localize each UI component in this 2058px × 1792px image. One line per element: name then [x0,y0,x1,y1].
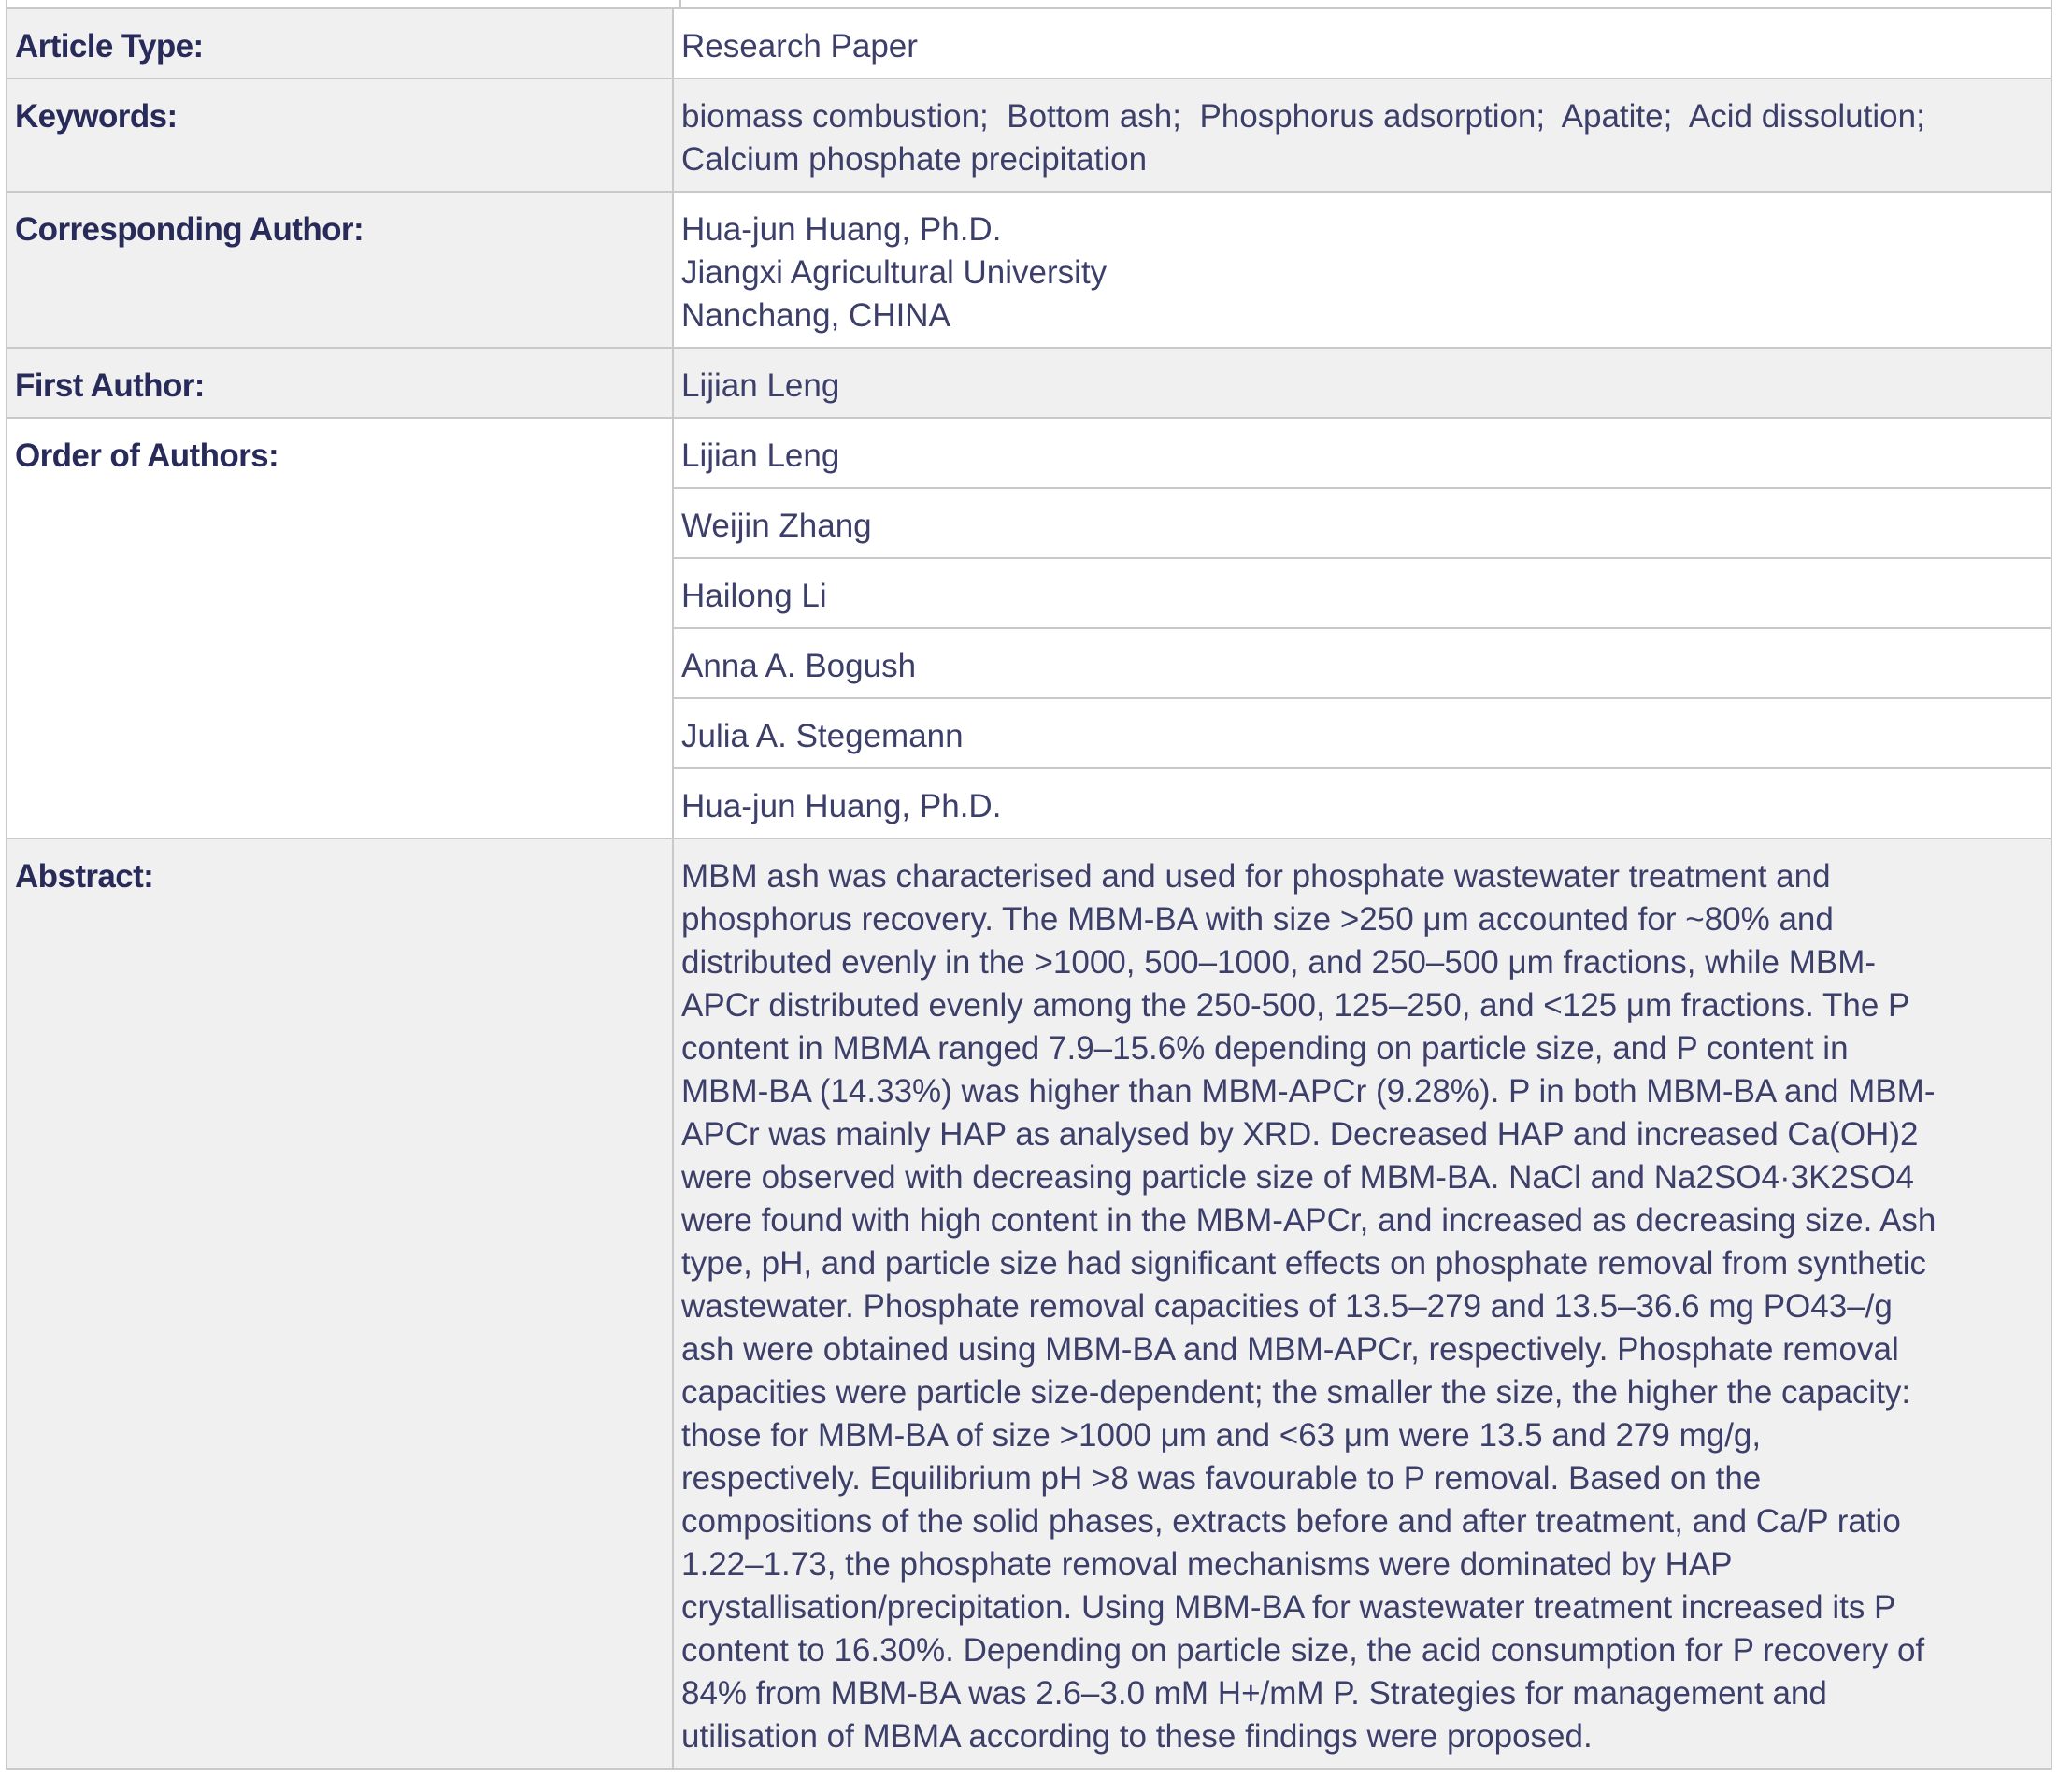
author-entry: Hailong Li [673,558,2051,628]
keyword: Calcium phosphate precipitation [681,141,1148,178]
author-entry: Lijian Leng [673,418,2051,488]
top-row-fragment [6,0,2052,7]
abstract-line: content in MBMA ranged 7.9–15.6% depending on particle size, and P content in [681,1030,1849,1067]
abstract-line: were found with high content in the MBM-APCr, and increased as decreasing size. Ash [681,1202,1937,1239]
author-entry: Anna A. Bogush [673,628,2051,698]
abstract-line: those for MBM-BA of size >1000 μm and <63 μm were 13.5 and 279 mg/g, [681,1417,1762,1454]
abstract-text [673,839,2051,1769]
first-author-value: Lijian Leng [673,348,2051,418]
abstract-line: were observed with decreasing particle size of MBM-BA. NaCl and Na2SO4·3K2SO4 [681,1159,1914,1196]
abstract-line: APCr distributed evenly among the 250-500, 125–250, and <125 μm fractions. The P [681,987,1910,1024]
keyword: Acid dissolution; [1688,98,1925,135]
abstract-line: wastewater. Phosphate removal capacities of 13.5–279 and 13.5–36.6 mg PO43–/g [681,1288,1893,1325]
corresponding-author-name: Hua-jun Huang, Ph.D. [681,211,1002,248]
corresponding-author-location: Nanchang, CHINA [681,297,950,334]
keywords-line-1 [681,95,2043,138]
row-article-type [7,8,2051,79]
row-keywords [7,79,2051,192]
article-type-label: Article Type: [7,8,673,79]
keywords-value [673,79,2051,192]
abstract-line: MBM-BA (14.33%) was higher than MBM-APCr (9.28%). P in both MBM-BA and MBM- [681,1073,1936,1110]
first-author-label: First Author: [7,348,673,418]
abstract-line: phosphorus recovery. The MBM-BA with size >250 μm accounted for ~80% and [681,901,1834,938]
article-type-value: Research Paper [673,8,2051,79]
abstract-line: crystallisation/precipitation. Using MBM-BA for wastewater treatment increased its P [681,1589,1896,1626]
abstract-line: utilisation of MBMA according to these findings were proposed. [681,1718,1593,1755]
abstract-line: ash were obtained using MBM-BA and MBM-APCr, respectively. Phosphate removal [681,1331,1899,1368]
abstract-line: content to 16.30%. Depending on particle size, the acid consumption for P recovery of [681,1632,1925,1669]
keyword: biomass combustion; [681,98,989,135]
row-corresponding-author [7,192,2051,348]
row-first-author [7,348,2051,418]
abstract-line: distributed evenly in the >1000, 500–1000, and 250–500 μm fractions, while MBM- [681,944,1877,981]
row-order-of-authors [7,418,2051,488]
metadata-table [6,7,2052,1770]
abstract-line: 1.22–1.73, the phosphate removal mechanisms were dominated by HAP [681,1546,1733,1583]
keyword: Bottom ash; [1007,98,1181,135]
abstract-line: 84% from MBM-BA was 2.6–3.0 mM H+/mM P. Strategies for management and [681,1675,1827,1712]
row-abstract [7,839,2051,1769]
keyword: Phosphorus adsorption; [1199,98,1546,135]
order-of-authors-label: Order of Authors: [7,418,673,839]
corresponding-author-institution: Jiangxi Agricultural University [681,254,1108,291]
author-entry: Weijin Zhang [673,488,2051,558]
author-entry: Hua-jun Huang, Ph.D. [673,768,2051,839]
abstract-line: respectively. Equilibrium pH >8 was favourable to P removal. Based on the [681,1460,1762,1497]
abstract-line: compositions of the solid phases, extracts before and after treatment, and Ca/P ratio [681,1503,1901,1540]
corresponding-author-value [673,192,2051,348]
abstract-label: Abstract: [7,839,673,1769]
abstract-line: capacities were particle size-dependent; the smaller the size, the higher the capacity: [681,1374,1911,1411]
corresponding-author-label: Corresponding Author: [7,192,673,348]
abstract-line: APCr was mainly HAP as analysed by XRD. Decreased HAP and increased Ca(OH)2 [681,1116,1919,1153]
keyword: Apatite; [1561,98,1673,135]
abstract-line: MBM ash was characterised and used for phosphate wastewater treatment and [681,858,1831,895]
abstract-line: type, pH, and particle size had significant effects on phosphate removal from synthetic [681,1245,1927,1282]
author-entry: Julia A. Stegemann [673,698,2051,768]
keywords-label: Keywords: [7,79,673,192]
